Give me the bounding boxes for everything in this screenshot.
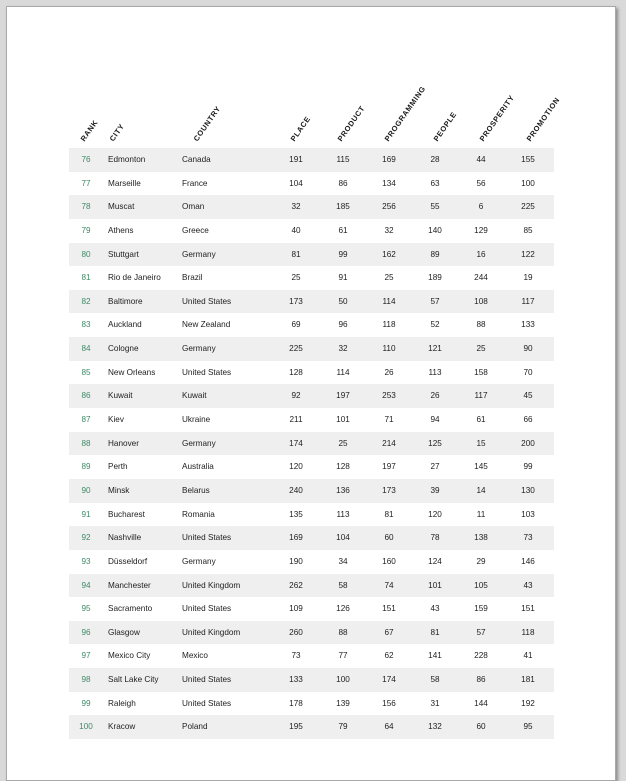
place-cell: 260 (289, 627, 303, 637)
people-cell: 121 (428, 344, 442, 354)
rank-cell: 93 (81, 556, 91, 566)
prosperity-cell: 11 (476, 509, 486, 519)
country-cell: New Zealand (182, 320, 231, 330)
city-cell: Auckland (108, 320, 142, 330)
rank-cell: 95 (81, 604, 91, 614)
programming-cell: 173 (382, 485, 396, 495)
table-row (69, 668, 554, 692)
programming-cell: 169 (382, 155, 396, 164)
country-cell: Kuwait (182, 391, 207, 401)
prosperity-cell: 228 (474, 651, 488, 661)
people-cell: 125 (428, 438, 442, 448)
column-header-product: PRODUCT (335, 104, 367, 143)
city-cell: Kracow (108, 722, 136, 732)
prosperity-cell: 14 (476, 485, 486, 495)
table-row (69, 715, 554, 739)
product-cell: 185 (336, 202, 350, 212)
people-cell: 113 (428, 367, 442, 377)
place-cell: 25 (291, 273, 301, 283)
place-cell: 225 (289, 344, 303, 354)
rank-cell: 98 (81, 675, 91, 685)
table-row (69, 526, 554, 550)
place-cell: 174 (289, 438, 303, 448)
prosperity-cell: 86 (476, 675, 486, 685)
table-row (69, 432, 554, 456)
prosperity-cell: 117 (474, 391, 488, 401)
rank-cell: 100 (79, 722, 93, 732)
product-cell: 96 (338, 320, 348, 330)
people-cell: 57 (430, 296, 440, 306)
place-cell: 135 (289, 509, 303, 519)
prosperity-cell: 61 (476, 415, 486, 425)
country-cell: United States (182, 296, 232, 306)
prosperity-cell: 244 (474, 273, 488, 283)
place-cell: 69 (291, 320, 301, 330)
promotion-cell: 85 (523, 225, 533, 235)
city-cell: Athens (108, 225, 134, 235)
place-cell: 104 (289, 178, 303, 188)
people-cell: 94 (430, 415, 440, 425)
place-cell: 211 (289, 415, 303, 425)
promotion-cell: 100 (521, 178, 535, 188)
product-cell: 197 (336, 391, 350, 401)
people-cell: 28 (430, 155, 440, 164)
product-cell: 101 (336, 415, 350, 425)
programming-cell: 134 (382, 178, 396, 188)
document-page (6, 6, 616, 781)
country-cell: Romania (182, 509, 215, 519)
city-cell: Bucharest (108, 509, 145, 519)
city-cell: Hanover (108, 438, 139, 448)
table-row (69, 455, 554, 479)
country-cell: United States (182, 367, 232, 377)
people-cell: 78 (430, 533, 440, 543)
people-cell: 132 (428, 722, 442, 732)
ranking-table (69, 148, 554, 739)
promotion-cell: 155 (521, 155, 535, 164)
promotion-cell: 151 (521, 604, 535, 614)
rank-cell: 76 (81, 155, 91, 164)
prosperity-cell: 145 (474, 462, 488, 472)
country-cell: Greece (182, 225, 209, 235)
country-cell: Belarus (182, 485, 210, 495)
city-cell: Marseille (108, 178, 141, 188)
programming-cell: 25 (384, 273, 394, 283)
prosperity-cell: 60 (476, 722, 486, 732)
programming-cell: 156 (382, 698, 396, 708)
rank-cell: 91 (81, 509, 91, 519)
promotion-cell: 41 (523, 651, 533, 661)
promotion-cell: 118 (521, 627, 535, 637)
promotion-cell: 66 (523, 415, 533, 425)
promotion-cell: 19 (523, 273, 533, 283)
prosperity-cell: 57 (476, 627, 486, 637)
product-cell: 100 (336, 675, 350, 685)
column-header-place: PLACE (288, 114, 313, 143)
place-cell: 92 (291, 391, 301, 401)
country-cell: Brazil (182, 273, 203, 283)
people-cell: 58 (430, 675, 440, 685)
country-cell: Germany (182, 249, 216, 259)
table-row (69, 550, 554, 574)
programming-cell: 62 (384, 651, 394, 661)
rank-cell: 97 (81, 651, 91, 661)
rank-cell: 78 (81, 202, 91, 212)
prosperity-cell: 105 (474, 580, 488, 590)
city-cell: Baltimore (108, 296, 143, 306)
place-cell: 178 (289, 698, 303, 708)
programming-cell: 60 (384, 533, 394, 543)
programming-cell: 26 (384, 367, 394, 377)
prosperity-cell: 158 (474, 367, 488, 377)
country-cell: Germany (182, 438, 216, 448)
column-header-prosperity: PROSPERITY (477, 93, 517, 143)
city-cell: Edmonton (108, 155, 146, 164)
place-cell: 240 (289, 485, 303, 495)
promotion-cell: 95 (523, 722, 533, 732)
place-cell: 32 (291, 202, 301, 212)
people-cell: 89 (430, 249, 440, 259)
product-cell: 79 (338, 722, 348, 732)
product-cell: 113 (336, 509, 350, 519)
promotion-cell: 122 (521, 249, 535, 259)
people-cell: 43 (430, 604, 440, 614)
prosperity-cell: 15 (476, 438, 486, 448)
product-cell: 88 (338, 627, 348, 637)
people-cell: 27 (430, 462, 440, 472)
product-cell: 104 (336, 533, 350, 543)
rank-cell: 83 (81, 320, 91, 330)
prosperity-cell: 25 (476, 344, 486, 354)
rank-cell: 86 (81, 391, 91, 401)
column-header-city: CITY (107, 121, 127, 143)
prosperity-cell: 56 (476, 178, 486, 188)
product-cell: 99 (338, 249, 348, 259)
city-cell: Kiev (108, 415, 124, 425)
promotion-cell: 103 (521, 509, 535, 519)
country-cell: United States (182, 698, 232, 708)
programming-cell: 214 (382, 438, 396, 448)
rank-cell: 88 (81, 438, 91, 448)
rank-cell: 85 (81, 367, 91, 377)
prosperity-cell: 44 (476, 155, 486, 164)
people-cell: 63 (430, 178, 440, 188)
city-cell: Raleigh (108, 698, 136, 708)
place-cell: 109 (289, 604, 303, 614)
programming-cell: 174 (382, 675, 396, 685)
table-row (69, 172, 554, 196)
people-cell: 31 (430, 698, 440, 708)
product-cell: 115 (336, 155, 350, 164)
table-row (69, 337, 554, 361)
city-cell: Minsk (108, 485, 130, 495)
people-cell: 55 (430, 202, 440, 212)
place-cell: 190 (289, 556, 303, 566)
programming-cell: 160 (382, 556, 396, 566)
table-row (69, 219, 554, 243)
city-cell: Salt Lake City (108, 675, 159, 685)
table-row (69, 290, 554, 314)
rank-cell: 96 (81, 627, 91, 637)
table-row (69, 384, 554, 408)
city-cell: Rio de Janeiro (108, 273, 161, 283)
people-cell: 101 (428, 580, 442, 590)
column-header-rank: RANK (78, 118, 100, 143)
product-cell: 114 (336, 367, 350, 377)
product-cell: 128 (336, 462, 350, 472)
programming-cell: 71 (384, 415, 394, 425)
programming-cell: 197 (382, 462, 396, 472)
rank-cell: 80 (81, 249, 91, 259)
product-cell: 77 (338, 651, 348, 661)
city-cell: Sacramento (108, 604, 153, 614)
product-cell: 61 (338, 225, 348, 235)
promotion-cell: 133 (521, 320, 535, 330)
prosperity-cell: 159 (474, 604, 488, 614)
rank-cell: 90 (81, 485, 91, 495)
table-row (69, 479, 554, 503)
place-cell: 120 (289, 462, 303, 472)
people-cell: 39 (430, 485, 440, 495)
prosperity-cell: 144 (474, 698, 488, 708)
rank-cell: 82 (81, 296, 91, 306)
programming-cell: 64 (384, 722, 394, 732)
table-row (69, 644, 554, 668)
country-cell: France (182, 178, 208, 188)
country-cell: Germany (182, 344, 216, 354)
country-cell: United Kingdom (182, 627, 241, 637)
programming-cell: 118 (382, 320, 396, 330)
prosperity-cell: 88 (476, 320, 486, 330)
prosperity-cell: 138 (474, 533, 488, 543)
programming-cell: 110 (382, 344, 396, 354)
programming-cell: 253 (382, 391, 396, 401)
prosperity-cell: 16 (476, 249, 486, 259)
place-cell: 40 (291, 225, 301, 235)
column-header-promotion: PROMOTION (524, 95, 562, 143)
rank-cell: 94 (81, 580, 91, 590)
place-cell: 81 (291, 249, 301, 259)
prosperity-cell: 108 (474, 296, 488, 306)
country-cell: Ukraine (182, 415, 211, 425)
people-cell: 141 (428, 651, 442, 661)
rank-cell: 87 (81, 415, 91, 425)
product-cell: 50 (338, 296, 348, 306)
table-row (69, 361, 554, 385)
promotion-cell: 181 (521, 675, 535, 685)
promotion-cell: 70 (523, 367, 533, 377)
city-cell: Stuttgart (108, 249, 139, 259)
column-header-people: PEOPLE (431, 109, 459, 143)
rank-cell: 92 (81, 533, 91, 543)
place-cell: 128 (289, 367, 303, 377)
people-cell: 124 (428, 556, 442, 566)
prosperity-cell: 6 (478, 202, 484, 212)
place-cell: 173 (289, 296, 303, 306)
rank-cell: 79 (81, 225, 91, 235)
product-cell: 126 (336, 604, 350, 614)
promotion-cell: 99 (523, 462, 533, 472)
city-cell: Nashville (108, 533, 142, 543)
city-cell: Manchester (108, 580, 151, 590)
country-cell: United Kingdom (182, 580, 241, 590)
table-row (69, 692, 554, 716)
programming-cell: 32 (384, 225, 394, 235)
table-header (7, 7, 615, 147)
country-cell: Poland (182, 722, 208, 732)
programming-cell: 114 (382, 296, 396, 306)
product-cell: 25 (338, 438, 348, 448)
table-row (69, 503, 554, 527)
rank-cell: 99 (81, 698, 91, 708)
table-row (69, 597, 554, 621)
people-cell: 26 (430, 391, 440, 401)
place-cell: 133 (289, 675, 303, 685)
people-cell: 140 (428, 225, 442, 235)
country-cell: Germany (182, 556, 216, 566)
country-cell: Oman (182, 202, 205, 212)
place-cell: 191 (289, 155, 303, 164)
place-cell: 262 (289, 580, 303, 590)
product-cell: 34 (338, 556, 348, 566)
programming-cell: 67 (384, 627, 394, 637)
people-cell: 81 (430, 627, 440, 637)
country-cell: Mexico (182, 651, 208, 661)
promotion-cell: 73 (523, 533, 533, 543)
product-cell: 91 (338, 273, 348, 283)
city-cell: Muscat (108, 202, 135, 212)
people-cell: 189 (428, 273, 442, 283)
column-header-programming: PROGRAMMING (382, 84, 428, 143)
country-cell: United States (182, 533, 232, 543)
city-cell: Perth (108, 462, 128, 472)
programming-cell: 256 (382, 202, 396, 212)
table-row (69, 621, 554, 645)
table-row (69, 313, 554, 337)
city-cell: Düsseldorf (108, 556, 148, 566)
table-row (69, 195, 554, 219)
programming-cell: 81 (384, 509, 394, 519)
promotion-cell: 117 (521, 296, 535, 306)
city-cell: Cologne (108, 344, 139, 354)
city-cell: Mexico City (108, 651, 151, 661)
country-cell: United States (182, 675, 232, 685)
table-row (69, 574, 554, 598)
country-cell: Canada (182, 155, 211, 164)
promotion-cell: 45 (523, 391, 533, 401)
column-header-country: COUNTRY (191, 104, 223, 143)
product-cell: 86 (338, 178, 348, 188)
country-cell: United States (182, 604, 232, 614)
people-cell: 120 (428, 509, 442, 519)
promotion-cell: 200 (521, 438, 535, 448)
place-cell: 169 (289, 533, 303, 543)
rank-cell: 84 (81, 344, 91, 354)
table-row (69, 243, 554, 267)
place-cell: 195 (289, 722, 303, 732)
prosperity-cell: 29 (476, 556, 486, 566)
product-cell: 58 (338, 580, 348, 590)
product-cell: 32 (338, 344, 348, 354)
promotion-cell: 43 (523, 580, 533, 590)
product-cell: 136 (336, 485, 350, 495)
promotion-cell: 225 (521, 202, 535, 212)
people-cell: 52 (430, 320, 440, 330)
promotion-cell: 130 (521, 485, 535, 495)
rank-cell: 89 (81, 462, 91, 472)
city-cell: Kuwait (108, 391, 133, 401)
city-cell: Glasgow (108, 627, 140, 637)
country-cell: Australia (182, 462, 214, 472)
promotion-cell: 90 (523, 344, 533, 354)
programming-cell: 151 (382, 604, 396, 614)
promotion-cell: 192 (521, 698, 535, 708)
city-cell: New Orleans (108, 367, 156, 377)
prosperity-cell: 129 (474, 225, 488, 235)
programming-cell: 162 (382, 249, 396, 259)
product-cell: 139 (336, 698, 350, 708)
table-row (69, 266, 554, 290)
table-row (69, 148, 554, 172)
promotion-cell: 146 (521, 556, 535, 566)
table-row (69, 408, 554, 432)
place-cell: 73 (291, 651, 301, 661)
rank-cell: 77 (81, 178, 91, 188)
rank-cell: 81 (81, 273, 91, 283)
programming-cell: 74 (384, 580, 394, 590)
